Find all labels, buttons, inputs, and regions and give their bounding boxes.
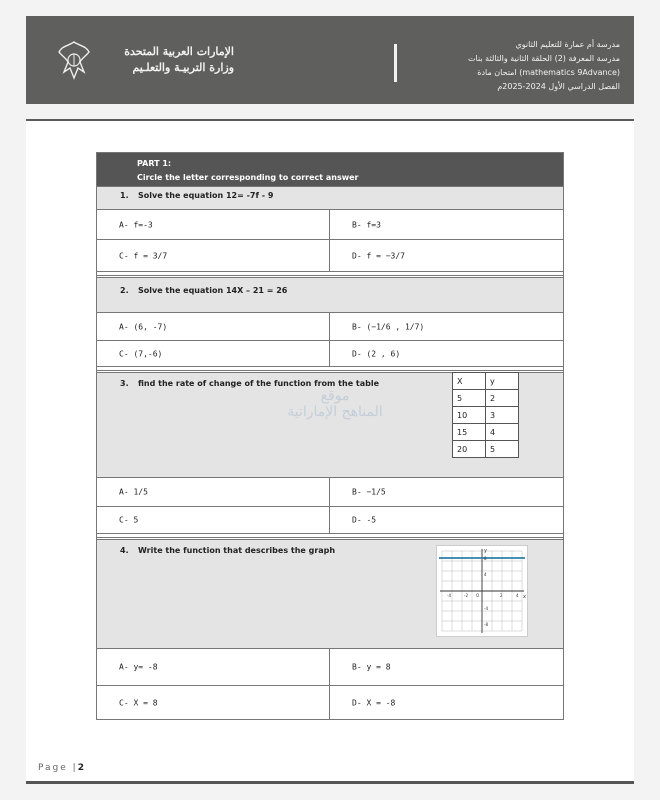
section-gap [97, 534, 563, 538]
footer-rule [26, 781, 634, 784]
x-tick-label: 2 [500, 593, 503, 598]
x-tick-label: 4 [516, 593, 519, 598]
options-row [97, 240, 563, 272]
x-tick-label: -4 [447, 593, 451, 598]
options-row [97, 507, 563, 534]
question-text: Solve the equation 12= -7f - 9 [138, 191, 274, 200]
option-d[interactable]: D- X = -8 [352, 698, 396, 707]
options-row [97, 313, 563, 341]
table-cell: 5 [486, 441, 519, 458]
y-tick-label: 8 [484, 556, 487, 561]
question-text: Solve the equation 14X – 21 = 26 [138, 286, 288, 295]
table-cell: 4 [486, 424, 519, 441]
table-cell: 20 [453, 441, 486, 458]
option-b[interactable]: B- y = 8 [330, 649, 563, 686]
option-c[interactable]: C- (7,-6) [97, 341, 330, 367]
section-gap [97, 272, 563, 276]
option-a[interactable]: A- y= -8 [97, 649, 330, 686]
y-tick-label: -4 [484, 606, 488, 611]
option-c[interactable]: C- X = 8 [97, 686, 330, 719]
section-gap [97, 367, 563, 371]
options-row [97, 478, 563, 507]
question-1 [97, 186, 563, 210]
option-c[interactable]: C- 5 [97, 507, 330, 534]
part-instruction: Circle the letter corresponding to correct answer [137, 173, 359, 182]
option-b[interactable]: B- (−1/6 , 1/7) [330, 313, 563, 341]
options-row [97, 210, 563, 240]
option-c[interactable]: C- f = 3/7 [97, 240, 330, 272]
header-band [26, 16, 634, 104]
options-row [97, 341, 563, 367]
table-cell: 5 [453, 390, 486, 407]
ministry-title [104, 44, 234, 76]
part-header [97, 153, 563, 186]
page-number [38, 763, 86, 773]
table-header: y [486, 373, 519, 390]
option-a[interactable]: A- 1/5 [97, 478, 330, 507]
page-number-value: 2 [77, 763, 86, 773]
header-divider [394, 44, 397, 82]
school-line-4: الفصل الدراسي الأول 2024-2025م [497, 82, 620, 91]
question-3: 3. find the rate of change of the function from the table [97, 372, 563, 478]
coordinate-graph [436, 545, 528, 637]
option-a[interactable]: A- (6, -7) [97, 313, 330, 341]
school-line-2: مدرسة المعرفة (2) الحلقة الثانية والثالثة بنات [468, 54, 620, 63]
y-tick-label: 4 [484, 572, 487, 577]
option-d[interactable]: D- -5 [330, 507, 563, 534]
ministry-line-1: الإمارات العربية المتحدة [124, 45, 234, 58]
school-line-1: مدرسة أم عمارة للتعليم الثانوي [515, 40, 620, 49]
question-2: 2. Solve the equation 14X – 21 = 26 [97, 277, 563, 313]
table-cell: 10 [453, 407, 486, 424]
ministry-line-2: وزارة التربيـة والتعلـيم [132, 61, 234, 74]
school-info [400, 38, 620, 94]
school-line-3: امتحان مادة (mathematics 9Advance) [477, 68, 620, 77]
y-tick-label: -8 [484, 622, 488, 627]
options-row [97, 649, 563, 686]
watermark-line-1: موقع [320, 388, 350, 404]
question-number: 1. [120, 191, 129, 200]
x-tick-label: -2 [464, 593, 468, 598]
site-watermark [270, 388, 400, 420]
table-cell: 3 [486, 407, 519, 424]
part-title: PART 1: [137, 159, 172, 168]
option-a[interactable]: A- f=-3 [97, 210, 330, 240]
table-header: X [453, 373, 486, 390]
question-text: find the rate of change of the function from the table [138, 379, 380, 388]
option-b[interactable]: B- −1/5 [330, 478, 563, 507]
x-tick-label: O [476, 593, 480, 598]
option-d[interactable]: D- f = −3/7 [330, 240, 563, 272]
page-label: Page | [38, 763, 78, 773]
x-axis-label: x [523, 594, 526, 600]
option-d[interactable]: D- (2 , 6) [330, 341, 563, 367]
question-4: 4. Write the function that describes the graph [97, 539, 563, 649]
y-axis-label: y [484, 548, 487, 554]
watermark-line-2: المناهج الإماراتية [287, 404, 383, 420]
table-cell: 15 [453, 424, 486, 441]
question-text: Write the function that describes the graph [138, 546, 336, 555]
option-b[interactable]: B- f=3 [330, 210, 563, 240]
options-row [97, 686, 563, 719]
table-cell: 2 [486, 390, 519, 407]
uae-emblem-icon [56, 38, 92, 84]
rate-table [452, 372, 519, 458]
